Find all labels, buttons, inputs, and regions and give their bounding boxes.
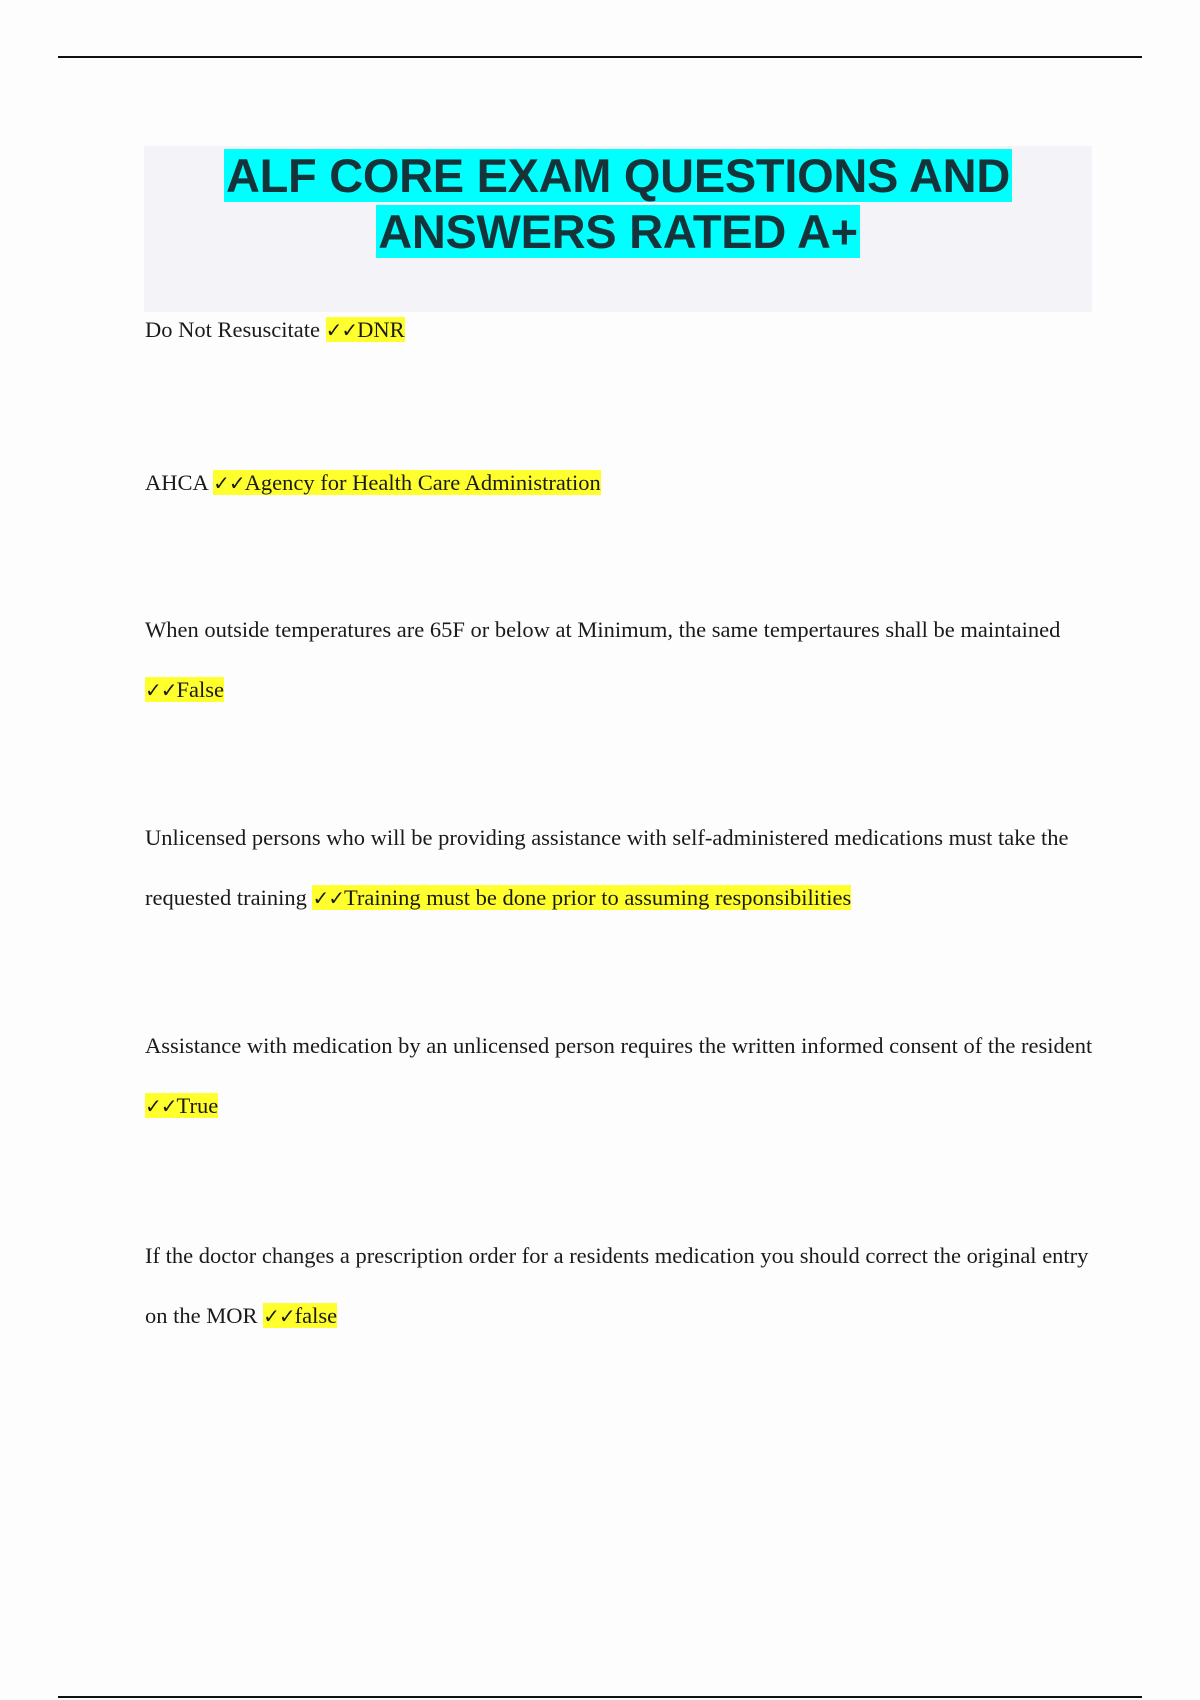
double-check-icon: ✓✓: [312, 886, 344, 910]
qa-item: [145, 600, 1095, 720]
answer-highlight: [326, 317, 405, 342]
double-check-icon: ✓✓: [263, 1304, 295, 1328]
qa-item: [145, 808, 1095, 928]
question-text: When outside temperatures are 65F or below at Minimum, the same tempertaures shall be maintained: [145, 617, 1061, 642]
bottom-rule: [58, 1696, 1142, 1698]
qa-item: [145, 1226, 1095, 1346]
answer-highlight: [145, 1093, 218, 1118]
question-text: If the doctor changes a prescription order for a residents medication you should correct the original entry on the MOR: [145, 1243, 1089, 1328]
answer-highlight: [213, 470, 601, 495]
double-check-icon: ✓✓: [145, 678, 177, 702]
answer-highlight: [145, 677, 224, 702]
double-check-icon: ✓✓: [145, 1094, 177, 1118]
answer-text: Agency for Health Care Administration: [244, 470, 601, 495]
title-banner: [144, 146, 1092, 312]
top-rule: [58, 56, 1142, 58]
qa-item: [145, 300, 1095, 360]
question-text: Do Not Resuscitate: [145, 317, 320, 342]
answer-highlight: [312, 885, 851, 910]
qa-item: [145, 453, 1095, 513]
double-check-icon: ✓✓: [213, 471, 245, 495]
question-text: Assistance with medication by an unlicensed person requires the written informed consent of the resident: [145, 1033, 1093, 1058]
answer-highlight: [263, 1303, 337, 1328]
qa-item: [145, 1016, 1095, 1136]
question-text: Unlicensed persons who will be providing assistance with self-administered medications must take the requested training: [145, 825, 1069, 910]
answer-text: DNR: [357, 317, 405, 342]
answer-text: false: [294, 1303, 338, 1328]
answer-text: Training must be done prior to assuming responsibilities: [343, 885, 852, 910]
question-text: AHCA: [145, 470, 208, 495]
answer-text: False: [176, 677, 225, 702]
answer-text: True: [176, 1093, 219, 1118]
double-check-icon: ✓✓: [325, 318, 358, 342]
document-title: ALF CORE EXAM QUESTIONS AND ANSWERS RATED A+: [226, 149, 1010, 258]
